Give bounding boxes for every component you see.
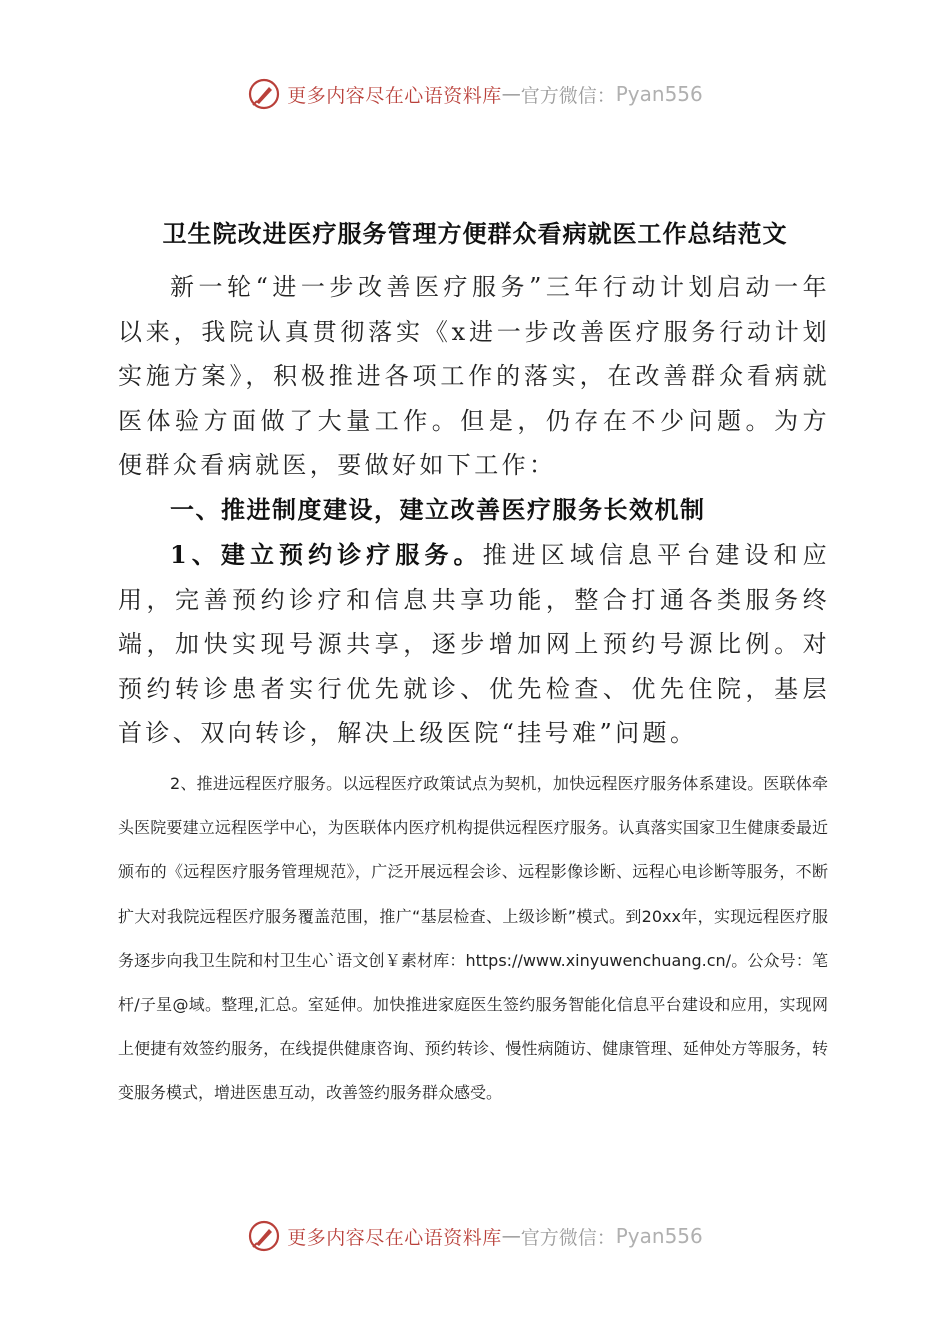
banner-separator: — (501, 1225, 521, 1247)
banner-label: 官方微信： (520, 1226, 616, 1249)
intro-paragraph: 新一轮“进一步改善医疗服务”三年行动计划启动一年以来，我院认真贯彻落实《x进一步改善医疗服务行动计划实施方案》，积极推进各项工作的落实，在改善群众看病就医体验方面做了大量工作。但是，仍存在不少问题。为方便群众看病就医，要做好如下工作： (118, 273, 830, 480)
banner-wechat-id: Pyan556 (615, 82, 703, 106)
banner-label: 官方微信： (520, 84, 616, 107)
banner-separator: — (501, 83, 521, 105)
item1-paragraph (118, 533, 830, 756)
item1-lead: 1、建立预约诊疗服务。 (170, 540, 483, 569)
footer-banner (0, 1214, 950, 1258)
pen-circle-icon (247, 77, 281, 111)
document-title: 卫生院改进医疗服务管理方便群众看病就医工作总结范文 (162, 219, 788, 248)
section-heading: 一、推进制度建设，建立改善医疗服务长效机制 (170, 495, 706, 524)
banner-main-text: 更多内容尽在心语资料库 (287, 1226, 502, 1249)
header-banner (0, 72, 950, 116)
pen-circle-icon (247, 1219, 281, 1253)
banner-main-text: 更多内容尽在心语资料库 (287, 84, 502, 107)
banner-wechat-id: Pyan556 (615, 1224, 703, 1248)
item1-body: 推进区域信息平台建设和应用，完善预约诊疗和信息共享功能，整合打通各类服务终端，加快实现号源共享，逐步增加网上预约号源比例。对预约转诊患者实行优先就诊、优先检查、优先住院，基层首诊、双向转诊，解决上级医院“挂号难”问题。 (118, 541, 830, 748)
item2-paragraph: 2、推进远程医疗服务。以远程医疗政策试点为契机，加快远程医疗服务体系建设。医联体牵头医院要建立远程医学中心，为医联体内医疗机构提供远程医疗服务。认真落实国家卫生健康委最近颁布的《远程医疗服务管理规范》，广泛开展远程会诊、远程影像诊断、远程心电诊断等服务，不断扩大对我院远程医疗服务覆盖范围，推广“基层检查、上级诊断”模式。到20xx年，实现远程医疗服务逐步向我卫生院和村卫生心`语文创￥素材库：https://www.xinyuwenchuang.cn/。公众号：笔杆/子星@域。整理,汇总。室延伸。加快推进家庭医生签约服务智能化信息平台建设和应用，实现网上便捷有效签约服务，在线提供健康咨询、预约转诊、慢性病随访、健康管理、延伸处方等服务，转变服务模式，增进医患互动，改善签约服务群众感受。 (118, 774, 828, 1103)
